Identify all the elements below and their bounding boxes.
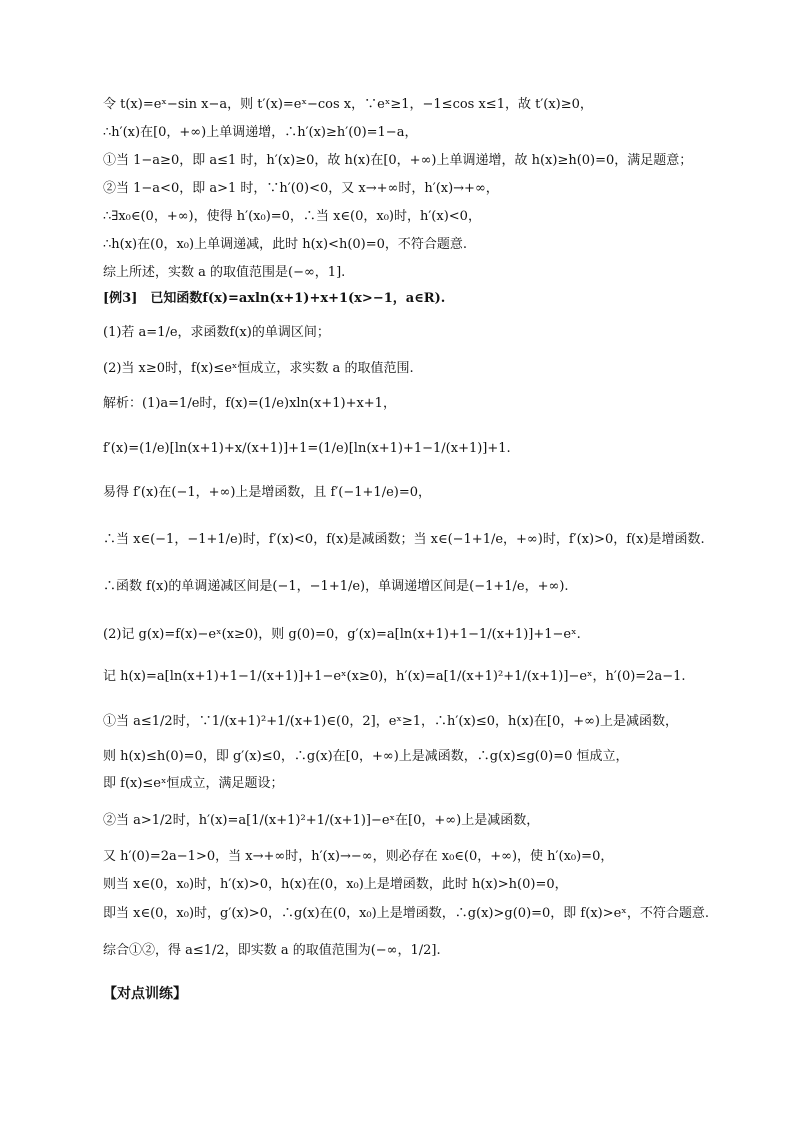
solution-line-9: 则 h(x)≤h(0)=0，即 g′(x)≤0，∴g(x)在[0，+∞)上是减函数，∴g(x)≤g(0)=0 恒成立， [103,749,629,764]
text-line-4: ②当 1−a<0，即 a>1 时，∵h′(0)<0，又 x→+∞时，h′(x)→+∞， [103,181,499,196]
text-line-3: ①当 1−a≥0，即 a≤1 时，h′(x)≥0，故 h(x)在[0，+∞)上单调递增，故 h(x)≥h(0)=0，满足题意； [103,153,693,168]
text-line-2: ∴h′(x)在[0，+∞)上单调递增，∴h′(x)≥h′(0)=1−a， [103,125,418,140]
text-line-7: 综上所述，实数 a 的取值范围是(−∞，1]. [103,265,346,280]
solution-line-8: ①当 a≤1/2时，∵1/(x+1)²+1/(x+1)∈(0，2]，eˣ≥1，∴h′(x)≤0，h(x)在[0，+∞)上是减函数， [103,714,679,729]
solution-line-3: 易得 f′(x)在(−1，+∞)上是增函数，且 f′(−1+1/e)=0， [103,485,432,500]
conclusion-line: 综合①②，得 a≤1/2，即实数 a 的取值范围为(−∞，1/2]. [103,943,441,958]
example-heading: [例3] 已知函数f(x)=axln(x+1)+x+1(x>−1，a∈R). [103,291,446,306]
text-line-1: 令 t(x)=eˣ−sin x−a，则 t′(x)=eˣ−cos x，∵eˣ≥1，−1≤cos x≤1，故 t′(x)≥0， [103,97,593,112]
question-1: (1)若 a=1/e，求函数f(x)的单调区间； [103,325,330,340]
question-2: (2)当 x≥0时，f(x)≤eˣ恒成立，求实数 a 的取值范围. [103,361,414,376]
solution-line-1: 解析：(1)a=1/e时，f(x)=(1/e)xln(x+1)+x+1， [103,396,396,411]
solution-line-13: 则当 x∈(0，x₀)时，h′(x)>0，h(x)在(0，x₀)上是增函数，此时 h(x)>h(0)=0， [103,877,568,892]
solution-line-12: 又 h′(0)=2a−1>0，当 x→+∞时，h′(x)→−∞，则必存在 x₀∈(0，+∞)，使 h′(x₀)=0， [103,849,614,864]
solution-line-7: 记 h(x)=a[ln(x+1)+1−1/(x+1)]+1−eˣ(x≥0)，h′(x)=a[1/(x+1)²+1/(x+1)]−eˣ，h′(0)=2a−1. [103,669,686,684]
text-line-6: ∴h(x)在(0，x₀)上单调递减，此时 h(x)<h(0)=0，不符合题意. [103,237,468,252]
solution-line-11: ②当 a>1/2时，h′(x)=a[1/(x+1)²+1/(x+1)]−eˣ在[0，+∞)上是减函数， [103,813,540,828]
solution-line-4: ∴当 x∈(−1，−1+1/e)时，f′(x)<0，f(x)是减函数；当 x∈(−1+1/e，+∞)时，f′(x)>0，f(x)是增函数. [103,532,705,547]
section-heading: 【对点训练】 [103,986,187,1002]
solution-line-6: (2)记 g(x)=f(x)−eˣ(x≥0)，则 g(0)=0，g′(x)=a[ln(x+1)+1−1/(x+1)]+1−eˣ. [103,627,581,642]
solution-line-5: ∴函数 f(x)的单调递减区间是(−1，−1+1/e)，单调递增区间是(−1+1/e，+∞). [103,579,569,594]
text-line-5: ∴∃x₀∈(0，+∞)，使得 h′(x₀)=0，∴当 x∈(0，x₀)时，h′(x)<0， [103,209,481,224]
solution-line-14: 即当 x∈(0，x₀)时，g′(x)>0，∴g(x)在(0，x₀)上是增函数，∴g(x)>g(0)=0，即 f(x)>eˣ，不符合题意. [103,906,709,921]
solution-line-2: f′(x)=(1/e)[ln(x+1)+x/(x+1)]+1=(1/e)[ln(x+1)+1−1/(x+1)]+1. [103,441,511,456]
solution-line-10: 即 f(x)≤eˣ恒成立，满足题设； [103,776,284,791]
